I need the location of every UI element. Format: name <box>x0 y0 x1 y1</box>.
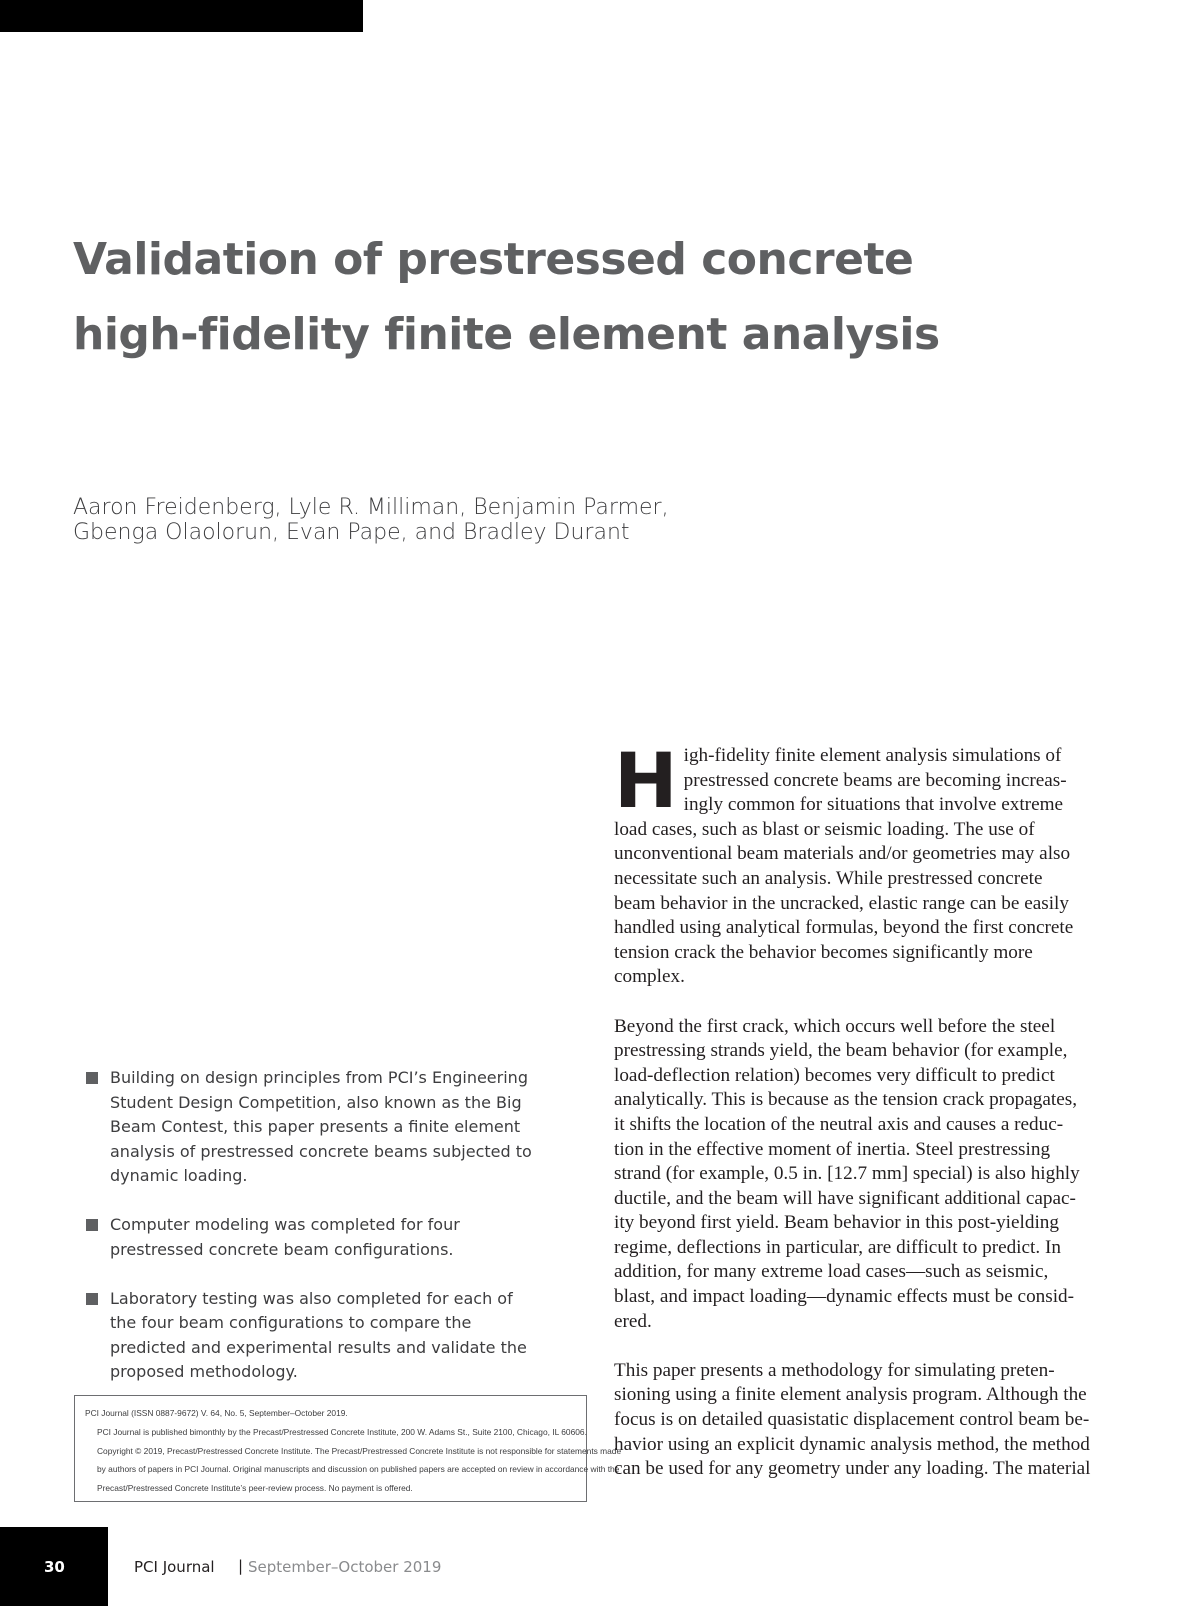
body-line: regime, deflections in particular, are difficult to predict. In <box>614 1236 1061 1258</box>
body-line: ity beyond first yield. Beam behavior in this post-yielding <box>614 1212 1059 1234</box>
issue-date: September–October 2019 <box>248 1558 442 1576</box>
body-line: load cases, such as blast or seismic loading. The use of <box>614 818 1035 840</box>
body-line: prestressed concrete beams are becoming increas- <box>683 769 1067 791</box>
key-point-line: proposed methodology. <box>110 1362 298 1381</box>
square-bullet-icon <box>86 1072 98 1084</box>
author-line: Gbenga Olaolorun, Evan Pape, and Bradley Durant <box>73 520 630 545</box>
body-line: ered. <box>614 1310 652 1332</box>
body-line: prestressing strands yield, the beam behavior (for example, <box>614 1040 1068 1062</box>
key-point-line: predicted and experimental results and validate the <box>110 1337 527 1357</box>
article-title <box>73 222 1133 372</box>
body-line: Beyond the first crack, which occurs well before the steel <box>614 1015 1056 1037</box>
key-point-line: Student Design Competition, also known as the Big <box>110 1092 522 1112</box>
key-point-line: Computer modeling was completed for four <box>110 1215 460 1234</box>
body-line: analytically. This is because as the tension crack propagates, <box>614 1089 1078 1111</box>
journal-name: PCI Journal <box>134 1558 215 1576</box>
key-point-line: Building on design principles from PCI’s Engineering <box>110 1068 528 1087</box>
info-line: Copyright © 2019, Precast/Prestressed Concrete Institute. The Precast/Prestressed Concrete Institute is not responsible for statements made <box>97 1445 622 1456</box>
header-bar <box>0 0 363 32</box>
body-line: This paper presents a methodology for simulating preten- <box>614 1359 1055 1381</box>
key-point-line: the four beam configurations to compare the <box>110 1313 472 1332</box>
body-line: beam behavior in the uncracked, elastic range can be easily <box>614 892 1069 914</box>
body-paragraph <box>614 736 1114 990</box>
key-points-list <box>86 1066 591 1385</box>
body-line: complex. <box>614 966 685 988</box>
info-line: Precast/Prestressed Concrete Institute’s peer-review process. No payment is offered. <box>97 1483 413 1494</box>
drop-cap: H <box>614 736 678 825</box>
body-line: it shifts the location of the neutral axis and causes a reduc- <box>614 1113 1064 1135</box>
info-line: by authors of papers in PCI Journal. Original manuscripts and discussion on published papers are accepted on review in accordance with the <box>97 1464 620 1475</box>
body-line: unconventional beam materials and/or geometries may also <box>614 843 1071 865</box>
footer-separator: | <box>238 1557 244 1575</box>
body-line: can be used for any geometry under any loading. The material <box>614 1458 1091 1480</box>
body-line: addition, for many extreme load cases—such as seismic, <box>614 1261 1049 1283</box>
body-line: tension crack the behavior becomes significantly more <box>614 941 1033 963</box>
body-line: sioning using a finite element analysis program. Although the <box>614 1384 1087 1406</box>
author-line: Aaron Freidenberg, Lyle R. Milliman, Benjamin Parmer, <box>73 495 669 520</box>
body-line: focus is on detailed quasistatic displacement control beam be- <box>614 1409 1090 1431</box>
body-paragraph <box>614 1015 1114 1335</box>
key-point-line: Beam Contest, this paper presents a finite element <box>110 1117 521 1136</box>
key-point-line: analysis of prestressed concrete beams subjected to <box>110 1141 532 1161</box>
key-point <box>86 1287 591 1385</box>
info-line: PCI Journal (ISSN 0887-9672) V. 64, No. 5, September–October 2019. <box>85 1408 348 1418</box>
body-line: ductile, and the beam will have significant additional capac- <box>614 1187 1076 1209</box>
body-line: necessitate such an analysis. While prestressed concrete <box>614 867 1043 889</box>
body-line: havior using an explicit dynamic analysis method, the method <box>614 1433 1090 1455</box>
square-bullet-icon <box>86 1219 98 1231</box>
publication-info-box <box>74 1395 622 1502</box>
body-line: ingly common for situations that involve extreme <box>683 794 1064 816</box>
author-list <box>73 495 873 545</box>
page-number: 30 <box>44 1558 65 1576</box>
body-line: blast, and impact loading—dynamic effects must be consid- <box>614 1286 1075 1308</box>
body-line: igh-fidelity finite element analysis simulations of <box>683 745 1062 766</box>
square-bullet-icon <box>86 1293 98 1305</box>
body-line: tion in the effective moment of inertia. Steel prestressing <box>614 1138 1051 1160</box>
key-point-line: Laboratory testing was also completed for each of <box>110 1288 513 1308</box>
body-line: load-deflection relation) becomes very difficult to predict <box>614 1064 1055 1086</box>
info-line: PCI Journal is published bimonthly by the Precast/Prestressed Concrete Institute, 200 W. Adams St., Suite 2100, Chicago, IL 60606. <box>97 1426 587 1437</box>
title-line: Validation of prestressed concrete <box>73 234 914 285</box>
body-line: handled using analytical formulas, beyond the first concrete <box>614 917 1074 939</box>
body-line: strand (for example, 0.5 in. [12.7 mm] special) is also highly <box>614 1163 1080 1185</box>
title-line: high-fidelity finite element analysis <box>73 309 940 360</box>
key-point <box>86 1213 591 1262</box>
body-paragraph <box>614 1359 1114 1482</box>
key-point-line: prestressed concrete beam configurations. <box>110 1239 454 1259</box>
key-point <box>86 1066 591 1189</box>
key-point-line: dynamic loading. <box>110 1166 248 1185</box>
article-body <box>614 736 1114 1506</box>
